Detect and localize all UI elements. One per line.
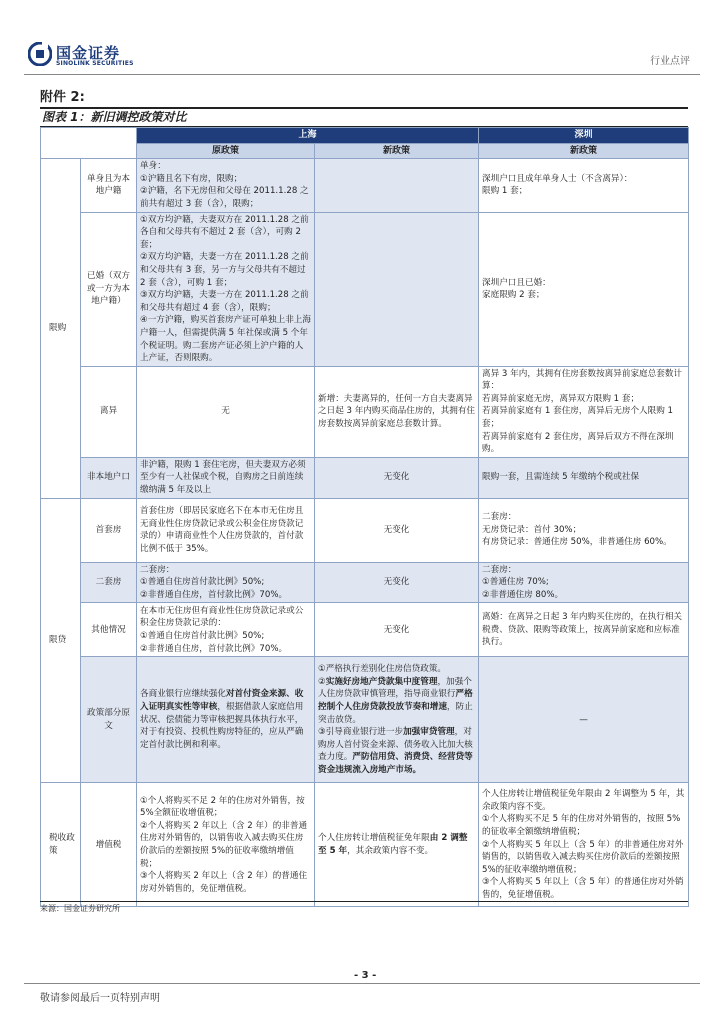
table-cell: 无变化 [315, 498, 479, 562]
page-header [24, 36, 700, 74]
category-purchase-limit: 限购 [41, 159, 81, 498]
category-loan-limit: 限贷 [41, 498, 81, 783]
cell-paragraph [318, 726, 475, 776]
table-row [41, 457, 689, 498]
cell-text-bold: 实施好房地产贷款集中度管理 [325, 676, 438, 687]
cell-text-bold: 严格控制个人住房贷款投放节奏和增速 [318, 689, 473, 713]
table-cell: 新增：夫妻离异的，任何一方自夫妻离异之日起 3 年内购买商品住房的，其拥有住房套数按离异前家庭总套数计算。 [315, 366, 479, 457]
row-label: 首套房 [81, 498, 137, 562]
table-cell [315, 159, 479, 212]
company-name-cn: 国金证券 [56, 44, 121, 62]
table-corner [41, 128, 137, 159]
footer-divider [24, 983, 700, 984]
table-cell: 首套住房（即居民家庭名下在本市无住房且无商业性住房贷款记录或公积金住房贷款记录的）申请商业性个人住房贷款的，首付款比例不低于 35%。 [137, 498, 315, 562]
row-label: 单身且为本地户籍 [81, 159, 137, 212]
page-number: - 3 - [354, 970, 377, 981]
cell-text: ② [318, 676, 326, 687]
policy-comparison-table [40, 127, 689, 907]
cell-text: ，加强个人住房贷款审慎管理，指导商业银行 [318, 676, 472, 700]
col-header-new-policy: 新政策 [315, 143, 479, 159]
table-cell [315, 657, 479, 783]
cell-text: ③引导商业银行进一步 [318, 727, 404, 738]
table-cell: 单身： ①沪籍且名下有房，限购； ②沪籍，名下无房但和父母在 2011.1.28 之前共有超过 3 套（含），限购； [137, 159, 315, 212]
company-logo-icon [28, 42, 52, 66]
col-header-new-policy-sz: 新政策 [479, 143, 689, 159]
table-row [41, 366, 689, 457]
table-cell: 无变化 [315, 457, 479, 498]
table-row [41, 498, 689, 562]
table-cell: 离婚：在离异之日起 3 年内购买住房的，在执行相关税费、贷款、限购等政策上，按离异前家庭和应标准执行。 [479, 603, 689, 657]
source-note: 来源：国金证券研究所 [40, 904, 120, 913]
header-divider [24, 74, 700, 75]
cell-text: ，对购房人首付资金来源、债务收入比加大核查力度。 [318, 727, 473, 763]
row-label: 增值税 [81, 783, 137, 907]
category-tax-policy: 税收政策 [41, 783, 81, 907]
table-cell [315, 783, 479, 907]
region-header-shenzhen: 深圳 [479, 128, 689, 144]
table-row [41, 159, 689, 212]
table-row [41, 603, 689, 657]
cell-text: 个人住房转让增值税征免年限 [318, 833, 430, 844]
table-cell [315, 212, 479, 366]
table-cell: 非沪籍，限购 1 套住宅房，但夫妻双方必须至少有一人社保或个税，自购房之日前连续缴纳满 5 年及以上 [137, 457, 315, 498]
table-cell: 个人住房转让增值税征免年限由 2 年调整为 5 年，其余政策内容不变。 ①个人将购买不足 5 年的住房对外销售的，按照 5%的征收率全额缴纳增值税； ②个人将购买 5 年以上（含 5 年）的非普通住房对外销售的，以销售收入减去购买住房价款后的差额按照 5%的征收率缴纳增值税； ③个人将购买 5 年以上（含 5 年）的普通住房对外销售的，免征增值税。 [479, 783, 689, 907]
table-cell: 二套房： ①普通住房 70%; ②非普通住房 80%。 [479, 562, 689, 603]
table-row [41, 657, 689, 783]
table-cell: 无变化 [315, 603, 479, 657]
cell-text: ①严格执行差别化住房信贷政策。 [318, 664, 447, 675]
row-label: 非本地户口 [81, 457, 137, 498]
footer-disclaimer: 敬请参阅最后一页特别声明 [40, 993, 160, 1004]
table-cell: ①双方均沪籍，夫妻双方在 2011.1.28 之前各自和父母共有不超过 2 套（含），可购 2 套； ②双方均沪籍，夫妻一方在 2011.1.28 之前和父母共有 3 套，另一方与父母共有不超过 2 套（含），可购 1 套； ③双方均沪籍，夫妻一方在 2011.1.28 之前和父母共有超过 4 套（含），限购； ④一方沪籍，购买首套房产证可单独上非上海户籍一人，但需提供满 5 年社保或满 5 个年个税证明。购二套房产证必须上沪户籍的人上产证，否则限购。 [137, 212, 315, 366]
figure-title: 图表 1：新旧调控政策对比 [40, 107, 688, 127]
cell-text-bold: 由 2 调整至 5 年 [318, 833, 468, 856]
row-label: 其他情况 [81, 603, 137, 657]
col-header-old-policy: 原政策 [137, 143, 315, 159]
cell-text: ，其余政策内容不变。 [347, 845, 434, 856]
company-name-en: SINOLINK SECURITIES [56, 60, 134, 67]
report-section: 行业点评 [650, 56, 690, 67]
table-cell: 二套房： 无房贷记录：首付 30%； 有房贷记录：普通住房 50%，非普通住房 60%。 [479, 498, 689, 562]
table-cell: 离异 3 年内，其拥有住房套数按离异前家庭总套数计算： 若离异前家庭无房，离异双方限购 1 套； 若离异前家庭有 1 套住房，离异后无房个人限购 1 套； 若离异前家庭有 2 套住房，离异后双方不得在深圳购。 [479, 366, 689, 457]
table-cell: 无变化 [315, 562, 479, 603]
table-cell: 无 [137, 366, 315, 457]
row-label: 已婚（双方或一方为本地户籍） [81, 212, 137, 366]
cell-text-bold: 对首付资金来源、收入证明真实性等审核 [140, 689, 304, 713]
table-row [41, 783, 689, 907]
table-cell: 深圳户口且已婚： 家庭限购 2 套； [479, 212, 689, 366]
row-label: 二套房 [81, 562, 137, 603]
cell-text: ，防止突击放贷。 [318, 702, 473, 725]
table-cell: 在本市无住房但有商业性住房贷款记录或公积金住房贷款记录的： ①普通自住房首付款比例》50%; ②非普通自住房，首付款比例》70%。 [137, 603, 315, 657]
attachment-title: 附件 2: [40, 90, 85, 105]
region-header-shanghai: 上海 [137, 128, 479, 144]
cell-text: ，根据借款人家庭信用状况、偿债能力等审核把握具体执行水平，对于有投资、投机性购房特征的，应从严确定首付款比例和利率。 [140, 702, 304, 750]
table-cell [137, 657, 315, 783]
cell-text: 各商业银行应继续强化 [140, 689, 226, 700]
cell-paragraph [318, 676, 475, 726]
row-label: 离异 [81, 366, 137, 457]
cell-text-bold: 加强审贷管理 [403, 727, 455, 738]
row-label: 政策部分原文 [81, 657, 137, 783]
table-row [41, 562, 689, 603]
table-cell: 限购一套，且需连续 5 年缴纳个税或社保 [479, 457, 689, 498]
source-divider [40, 901, 688, 902]
table-cell: 二套房： ①普通自住房首付款比例》50%; ②非普通自住房，首付款比例》70%。 [137, 562, 315, 603]
table-cell: ①个人将购买不足 2 年的住房对外销售，按 5%全额征收增值税； ②个人将购买 2 年以上（含 2 年）的非普通住房对外销售的，以销售收入减去购买住房价款后的差额按照 5%的征收率缴纳增值税； ③个人将购买 2 年以上（含 2 年）的普通住房对外销售的，免征增值税。 [137, 783, 315, 907]
table-row [41, 212, 689, 366]
table-cell: — [479, 657, 689, 783]
table-cell: 深圳户口且成年单身人士（不含离异）： 限购 1 套； [479, 159, 689, 212]
cell-text-bold: 严防信用贷、消费贷、经营贷等资金违规流入房地产市场。 [318, 752, 473, 775]
